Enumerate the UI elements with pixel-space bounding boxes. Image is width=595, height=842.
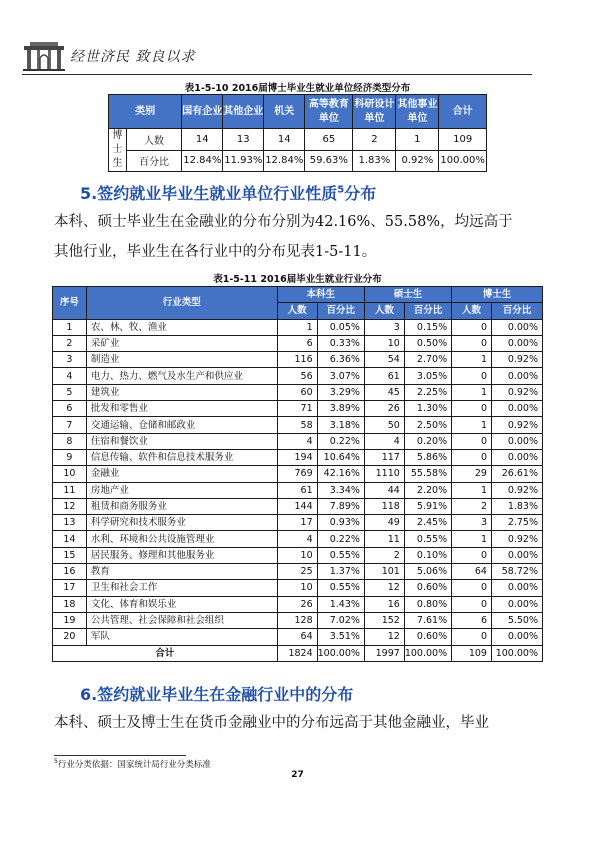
row-number: 5 <box>53 384 87 400</box>
header-percent: 百分比 <box>491 303 542 319</box>
header-logo <box>22 38 227 74</box>
table-cell: 3.18% <box>317 417 364 433</box>
row-number: 7 <box>53 417 87 433</box>
table-cell: 45 <box>364 384 404 400</box>
table-cell: 0.00% <box>491 319 542 335</box>
header-bachelor: 本科生 <box>277 287 364 303</box>
table-cell: 60 <box>277 384 317 400</box>
table-cell: 3.05% <box>404 368 451 384</box>
table-row <box>53 547 543 563</box>
table-cell: 5.06% <box>404 564 451 580</box>
table-cell: 1.43% <box>317 596 364 612</box>
table-row <box>53 417 543 433</box>
table-cell: 2 <box>353 129 396 151</box>
table-cell: 4 <box>364 433 404 449</box>
table-cell: 0.00% <box>491 335 542 351</box>
table-cell: 2.70% <box>404 352 451 368</box>
table-cell: 61 <box>277 482 317 498</box>
table-cell: 128 <box>277 612 317 628</box>
table-cell: 42.16% <box>317 466 364 482</box>
table-row <box>53 498 543 514</box>
header-master: 硕士生 <box>364 287 451 303</box>
table-cell: 0 <box>452 580 492 596</box>
table-cell: 0.00% <box>491 449 542 465</box>
header-doctor: 博士生 <box>452 287 543 303</box>
table-cell: 769 <box>277 466 317 482</box>
table-cell: 1 <box>452 417 492 433</box>
table-row <box>53 596 543 612</box>
row-number: 10 <box>53 466 87 482</box>
table-cell: 0.15% <box>404 319 451 335</box>
header-count: 人数 <box>364 303 404 319</box>
table-cell: 4 <box>277 531 317 547</box>
table-cell: 1.83% <box>353 150 396 172</box>
table-cell: 50 <box>364 417 404 433</box>
table-cell: 58 <box>277 417 317 433</box>
table-cell: 1997 <box>364 645 404 661</box>
industry-name: 农、林、牧、渔业 <box>86 319 277 335</box>
table-cell: 0.55% <box>404 531 451 547</box>
table-row <box>53 564 543 580</box>
footnote-ref: 5 <box>337 184 345 196</box>
section5-title <box>80 181 376 204</box>
industry-name: 公共管理、社会保障和社会组织 <box>86 612 277 628</box>
table-cell: 59.63% <box>305 150 353 172</box>
table-cell: 3 <box>364 319 404 335</box>
table-cell: 56 <box>277 368 317 384</box>
industry-name: 金融业 <box>86 466 277 482</box>
table-cell: 1.83% <box>491 498 542 514</box>
table-cell: 0.92% <box>396 150 439 172</box>
table-row <box>53 482 543 498</box>
table-cell: 2 <box>452 498 492 514</box>
table-cell: 58.72% <box>491 564 542 580</box>
header-government: 机关 <box>264 95 305 129</box>
table-cell: 44 <box>364 482 404 498</box>
industry-name: 采矿业 <box>86 335 277 351</box>
table-cell: 0.92% <box>491 531 542 547</box>
table-cell: 1 <box>452 482 492 498</box>
row-number: 17 <box>53 580 87 596</box>
row-label: 百分比 <box>126 150 182 172</box>
header-state-owned: 国有企业 <box>182 95 223 129</box>
table-cell: 26 <box>364 401 404 417</box>
table-cell: 101 <box>364 564 404 580</box>
table-cell: 144 <box>277 498 317 514</box>
table-cell: 0 <box>452 449 492 465</box>
industry-name: 科学研究和技术服务业 <box>86 515 277 531</box>
table-cell: 10 <box>277 547 317 563</box>
table-cell: 2.50% <box>404 417 451 433</box>
table-cell: 12 <box>364 629 404 645</box>
table2-caption: 表1-5-11 2016届毕业生就业行业分布 <box>213 274 382 285</box>
table-row <box>53 319 543 335</box>
table-cell: 7.89% <box>317 498 364 514</box>
paragraph-line: 其他行业，毕业生在各行业中的分布见表1-5-11。 <box>54 244 377 260</box>
row-number: 20 <box>53 629 87 645</box>
table-row <box>53 466 543 482</box>
industry-name: 交通运输、仓储和邮政业 <box>86 417 277 433</box>
header-count: 人数 <box>452 303 492 319</box>
table-cell: 0.55% <box>317 580 364 596</box>
table-cell: 0.93% <box>317 515 364 531</box>
table-cell: 0.05% <box>317 319 364 335</box>
paragraph-line: 本科、硕士毕业生在金融业的分布分别为42.16%、55.58%，均远高于 <box>54 214 513 230</box>
header-percent: 百分比 <box>317 303 364 319</box>
table-cell: 0.92% <box>491 384 542 400</box>
table-cell: 49 <box>364 515 404 531</box>
table-cell: 10.64% <box>317 449 364 465</box>
row-number: 13 <box>53 515 87 531</box>
table-cell: 1110 <box>364 466 404 482</box>
footnote-rule <box>54 755 186 756</box>
table-cell: 194 <box>277 449 317 465</box>
table-cell: 0.10% <box>404 547 451 563</box>
table-cell: 1 <box>452 531 492 547</box>
table-cell: 5.50% <box>491 612 542 628</box>
industry-name: 租赁和商务服务业 <box>86 498 277 514</box>
table-cell: 0.80% <box>404 596 451 612</box>
table-cell: 12.84% <box>264 150 305 172</box>
page-number: 27 <box>291 770 304 780</box>
table-row <box>53 384 543 400</box>
table-cell: 1 <box>452 384 492 400</box>
table-cell: 3.51% <box>317 629 364 645</box>
row-number: 18 <box>53 596 87 612</box>
industry-name: 水利、环境和公共设施管理业 <box>86 531 277 547</box>
table-cell: 100.00% <box>439 150 487 172</box>
table-cell: 1.30% <box>404 401 451 417</box>
row-label: 人数 <box>126 129 182 151</box>
table-cell: 64 <box>452 564 492 580</box>
table-cell: 0.92% <box>491 417 542 433</box>
footnote-text: 行业分类依据：国家统计局行业分类标准 <box>57 760 211 770</box>
table-cell: 3.29% <box>317 384 364 400</box>
table-cell: 0 <box>452 368 492 384</box>
industry-table-body <box>53 319 543 645</box>
row-number: 4 <box>53 368 87 384</box>
header-total: 合计 <box>439 95 487 129</box>
table-cell: 1 <box>396 129 439 151</box>
table-row <box>53 449 543 465</box>
footnote-mark: 5 <box>54 758 58 766</box>
table-cell: 0.22% <box>317 433 364 449</box>
table-cell: 1 <box>277 319 317 335</box>
industry-name: 电力、热力、燃气及水生产和供应业 <box>86 368 277 384</box>
row-number: 19 <box>53 612 87 628</box>
table-cell: 6 <box>277 335 317 351</box>
table-cell: 0.60% <box>404 629 451 645</box>
table-cell: 118 <box>364 498 404 514</box>
table-cell: 0.00% <box>491 433 542 449</box>
university-gate-logo <box>22 38 66 72</box>
table-row <box>53 368 543 384</box>
table-cell: 6.36% <box>317 352 364 368</box>
table-row <box>53 612 543 628</box>
table-cell: 109 <box>452 645 492 661</box>
industry-name: 军队 <box>86 629 277 645</box>
paragraph-line: 本科、硕士及博士生在货币金融业中的分布远高于其他金融业，毕业 <box>54 715 489 731</box>
table-cell: 0 <box>452 433 492 449</box>
table-cell: 0 <box>452 629 492 645</box>
table-cell: 0.60% <box>404 580 451 596</box>
table-cell: 100.00% <box>317 645 364 661</box>
table-cell: 0 <box>452 401 492 417</box>
table-cell: 14 <box>264 129 305 151</box>
table-row <box>53 433 543 449</box>
industry-name: 住宿和餐饮业 <box>86 433 277 449</box>
table-cell: 29 <box>452 466 492 482</box>
table-cell: 0.50% <box>404 335 451 351</box>
header-other-institution: 其他事业单位 <box>396 95 439 129</box>
table-cell: 0.92% <box>491 482 542 498</box>
industry-name: 建筑业 <box>86 384 277 400</box>
table-cell: 100.00% <box>404 645 451 661</box>
row-number: 15 <box>53 547 87 563</box>
table-cell: 2.20% <box>404 482 451 498</box>
table-cell: 2.75% <box>491 515 542 531</box>
table-cell: 5.91% <box>404 498 451 514</box>
table-cell: 12.84% <box>182 150 223 172</box>
row-number: 3 <box>53 352 87 368</box>
table-cell: 10 <box>364 335 404 351</box>
table-cell: 14 <box>182 129 223 151</box>
table-cell: 5.86% <box>404 449 451 465</box>
table-cell: 117 <box>364 449 404 465</box>
table-cell: 11.93% <box>223 150 264 172</box>
industry-name: 制造业 <box>86 352 277 368</box>
table-cell: 0 <box>452 596 492 612</box>
table-cell: 0.55% <box>317 547 364 563</box>
table-cell: 0.00% <box>491 401 542 417</box>
row-number: 14 <box>53 531 87 547</box>
table-cell: 16 <box>364 596 404 612</box>
table-cell: 3 <box>452 515 492 531</box>
header-count: 人数 <box>277 303 317 319</box>
row-number: 12 <box>53 498 87 514</box>
table-row <box>53 335 543 351</box>
table-cell: 2.25% <box>404 384 451 400</box>
row-number: 16 <box>53 564 87 580</box>
table-cell: 12 <box>364 580 404 596</box>
table-cell: 54 <box>364 352 404 368</box>
table-cell: 1.37% <box>317 564 364 580</box>
table-cell: 26.61% <box>491 466 542 482</box>
table-row <box>53 401 543 417</box>
table-cell: 25 <box>277 564 317 580</box>
table-cell: 0.00% <box>491 547 542 563</box>
table-cell: 0.92% <box>491 352 542 368</box>
header-rule <box>22 74 532 75</box>
table-cell: 109 <box>439 129 487 151</box>
table-cell: 0.20% <box>404 433 451 449</box>
header-other-enterprise: 其他企业 <box>223 95 264 129</box>
table-cell: 3.07% <box>317 368 364 384</box>
table-cell: 7.02% <box>317 612 364 628</box>
industry-name: 卫生和社会工作 <box>86 580 277 596</box>
section5-paragraph <box>54 207 550 267</box>
table-cell: 0 <box>452 335 492 351</box>
table-cell: 0 <box>452 547 492 563</box>
industry-name: 教育 <box>86 564 277 580</box>
table-cell: 13 <box>223 129 264 151</box>
row-number: 11 <box>53 482 87 498</box>
table-cell: 0.00% <box>491 629 542 645</box>
row-number: 9 <box>53 449 87 465</box>
table1-caption: 表1-5-10 2016届博士毕业生就业单位经济类型分布 <box>184 83 411 94</box>
total-label: 合计 <box>53 645 278 661</box>
table-row <box>53 515 543 531</box>
industry-name: 文化、体育和娱乐业 <box>86 596 277 612</box>
industry-distribution-table <box>52 286 543 662</box>
header-research: 科研设计单位 <box>353 95 396 129</box>
table-cell: 1824 <box>277 645 317 661</box>
table-cell: 55.58% <box>404 466 451 482</box>
table-row <box>53 531 543 547</box>
header-industry: 行业类型 <box>86 287 277 320</box>
table-cell: 11 <box>364 531 404 547</box>
table-cell: 65 <box>305 129 353 151</box>
table-cell: 7.61% <box>404 612 451 628</box>
table-cell: 0.22% <box>317 531 364 547</box>
table-cell: 3.34% <box>317 482 364 498</box>
row-number: 1 <box>53 319 87 335</box>
table-cell: 152 <box>364 612 404 628</box>
table-cell: 17 <box>277 515 317 531</box>
section6-title: 6.签约就业毕业生在金融行业中的分布 <box>80 685 354 704</box>
header-category: 类别 <box>109 95 182 129</box>
table-cell: 64 <box>277 629 317 645</box>
group-label-doctor: 博士生 <box>109 129 127 172</box>
section5-title-suffix: 分布 <box>344 184 377 203</box>
table-cell: 1 <box>452 352 492 368</box>
table-cell: 0.00% <box>491 596 542 612</box>
row-number: 2 <box>53 335 87 351</box>
row-number: 8 <box>53 433 87 449</box>
table-cell: 26 <box>277 596 317 612</box>
table-cell: 100.00% <box>491 645 542 661</box>
table-cell: 0.33% <box>317 335 364 351</box>
table-cell: 4 <box>277 433 317 449</box>
header-higher-education: 高等教育单位 <box>305 95 353 129</box>
industry-name: 批发和零售业 <box>86 401 277 417</box>
industry-name: 信息传输、软件和信息技术服务业 <box>86 449 277 465</box>
table-row <box>53 580 543 596</box>
header-percent: 百分比 <box>404 303 451 319</box>
table-cell: 3.89% <box>317 401 364 417</box>
doctor-employer-type-table <box>108 94 487 172</box>
industry-name: 房地产业 <box>86 482 277 498</box>
table-row <box>53 629 543 645</box>
section5-title-text: 5.签约就业毕业生就业单位行业性质 <box>80 184 338 203</box>
header-seq: 序号 <box>53 287 87 320</box>
table-cell: 116 <box>277 352 317 368</box>
motto-calligraphy: 经世济民 致良以求 <box>70 49 196 65</box>
footnote <box>54 758 211 770</box>
table-cell: 10 <box>277 580 317 596</box>
table-cell: 0 <box>452 319 492 335</box>
table-cell: 2 <box>364 547 404 563</box>
table-cell: 61 <box>364 368 404 384</box>
table-cell: 6 <box>452 612 492 628</box>
row-number: 6 <box>53 401 87 417</box>
table-cell: 71 <box>277 401 317 417</box>
table-cell: 0.00% <box>491 580 542 596</box>
table-row <box>53 352 543 368</box>
table-cell: 0.00% <box>491 368 542 384</box>
section6-paragraph <box>54 708 550 738</box>
industry-name: 居民服务、修理和其他服务业 <box>86 547 277 563</box>
table-cell: 2.45% <box>404 515 451 531</box>
